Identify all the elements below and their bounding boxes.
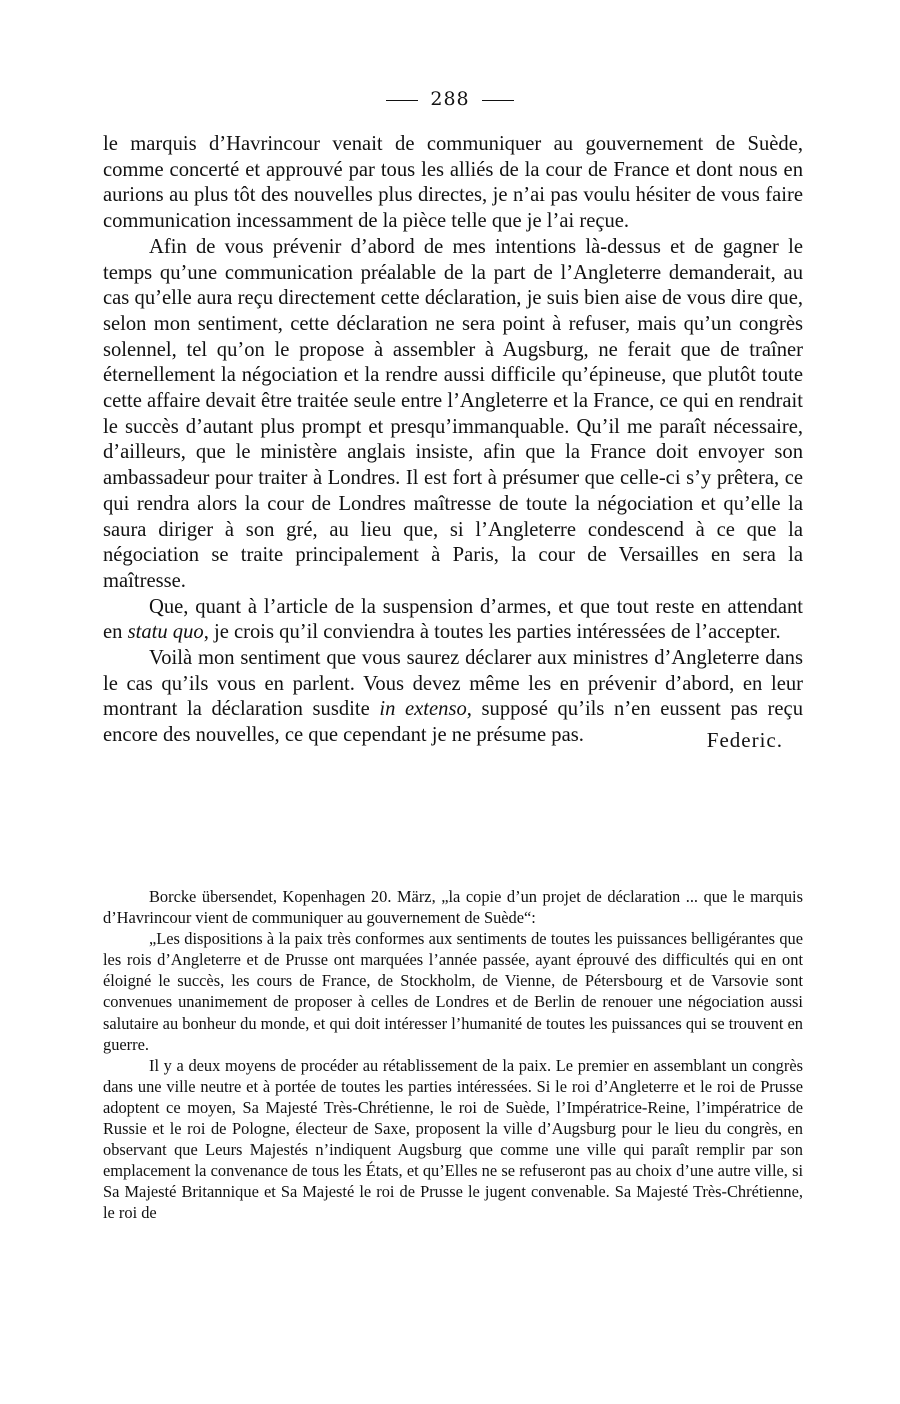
main-text [103,132,803,753]
paragraph-3-text-a: Que, quant à l’article de la suspension d’armes, et que tout reste en attendant en [103,595,803,644]
paragraph-1: le marquis d’Havrincour venait de communiquer au gouvernement de Suède, comme concerté et approuvé par tous les alliés de la cour de France et dont nous en aurions au plus tôt des nouvelles plus directes, je n’ai pas voulu hésiter de vous faire communication incessamment de la pièce telle que je l’ai reçue. [103,133,803,233]
signature: Federic. [706,728,783,753]
header-dash-right [482,100,514,101]
page-number: 288 [430,88,470,110]
page-header [0,88,900,110]
paragraph-2: Afin de vous prévenir d’abord de mes intentions là-dessus et de gagner le temps qu’une communication préalable de la part de l’Angleterre demanderait, au cas qu’elle aura reçu directement cette déclaration, je suis bien aise de vous dire que, selon mon sentiment, cette déclaration ne sera point à refuser, mais qu’un congrès solennel, tel qu’on le propose à assembler à Augsburg, ne ferait que de traîner éternellement la négociation et la rendre aussi difficile qu’épineuse, que plutôt toute cette affaire devait être traitée seule entre l’Angleterre et la France, ce qui en rendrait le succès d’autant plus prompt et presqu’immanquable. Qu’il me paraît nécessaire, d’ailleurs, que le ministère anglais insiste, afin que la France doit envoyer son ambassadeur pour traiter à Londres. Il est fort à présumer que celle-ci s’y prêtera, ce qui rendra alors la cour de Londres maîtresse de toute la négociation et qu’elle la saura diriger à son gré, au lieu que, si l’Angleterre condescend à ce que la négociation se traite principalement à Paris, la cour de Versailles en sera la maîtresse. [103,235,803,592]
paragraph-4-italic: in extenso [379,698,467,721]
paragraph-4 [103,646,803,753]
footnotes [103,886,803,1224]
note-1: Borcke übersendet, Kopenhagen 20. März, „la copie d’un projet de déclaration ... que le marquis d’Havrincour vient de communiquer au gouvernement de Suède“: [103,887,803,928]
paragraph-4-text-a: Voilà mon sentiment que vous saurez déclarer aux ministres d’Angleterre dans le cas qu’ils vous en parlent. Vous devez même les en prévenir d’abord, en leur montrant la déclaration susdite [103,647,803,721]
note-2: „Les dispositions à la paix très conformes aux sentiments de toutes les puissances belligérantes que les rois d’Angleterre et de Prusse ont marquées l’année passée, ayant éprouvé des difficultés qui en ont éloigné le succès, les cours de France, de Stockholm, de Vienne, de Pétersbourg et de Varsovie sont convenues unanimement de proposer à celles de Londres et de Berlin de renouer une négociation aussi salutaire au bonheur du monde, et qui doit intéresser l’humanité de toutes les puissances qui se trouvent en guerre. [103,929,803,1054]
paragraph-4-text-b: , supposé qu’ils n’en eussent pas reçu encore des nouvelles, ce que cependant je ne présume pas. [103,698,803,747]
paragraph-3-italic: statu quo [127,621,204,644]
paragraph-3-text-b: , je crois qu’il conviendra à toutes les parties intéressées de l’accepter. [203,621,781,644]
header-dash-left [386,100,418,101]
paragraph-3 [103,595,803,646]
note-3: Il y a deux moyens de procéder au rétablissement de la paix. Le premier en assemblant un congrès dans une ville neutre et à portée de toutes les parties intéressées. Si le roi d’Angleterre et le roi de Prusse adoptent ce moyen, Sa Majesté Très-Chrétienne, le roi de Suède, l’Impératrice-Reine, l’impératrice de Russie et le roi de Pologne, électeur de Saxe, proposent la ville d’Augsburg pour le lieu du congrès, en observant que Leurs Majestés n’indiquent Augsburg que comme une ville qui paraît remplir par son emplacement la convenance de tous les États, et qu’Elles ne se refuseront pas au choix d’une autre ville, si Sa Majesté Britannique et Sa Majesté le roi de Prusse le jugent convenable. Sa Majesté Très-Chrétienne, le roi de [103,1055,803,1223]
